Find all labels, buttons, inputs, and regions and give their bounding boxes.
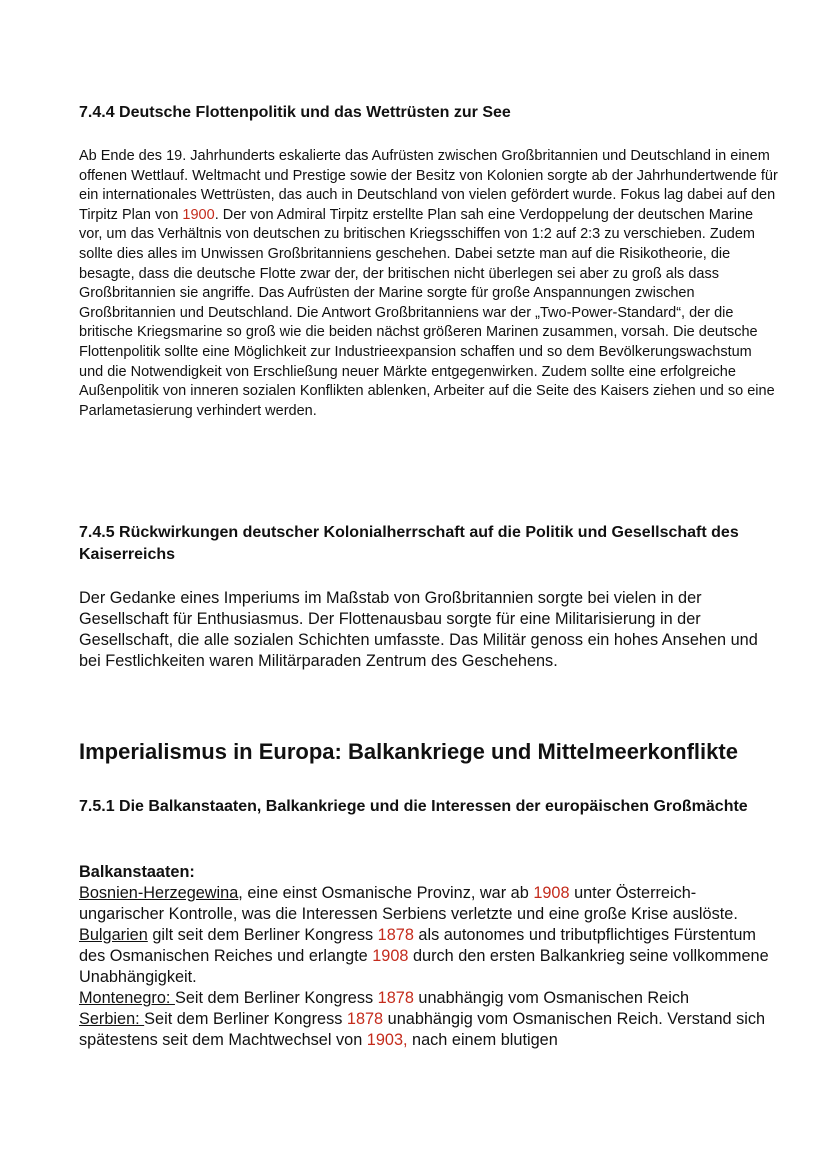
text-span: Seit dem Berliner Kongress [174,989,378,1007]
text-span: nach einem blutigen [407,1031,558,1049]
year-highlight: 1878 [377,989,414,1007]
paragraph-flottenpolitik [79,147,779,421]
country-montenegro: Montenegro: [79,989,175,1007]
country-bulgarien: Bulgarien [79,926,148,944]
entry-bulgarien [79,925,779,988]
section-heading-7-5-1: 7.5.1 Die Balkanstaaten, Balkankriege und die Interessen der europäischen Großmächte [79,798,748,815]
balkanstaaten-label: Balkanstaaten: [79,863,195,881]
text-span: unter Österreich-ungarischer Kontrolle, was die Interessen Serbiens verletzte und eine große Krise auslöste. [79,884,738,923]
entry-bosnien [79,883,779,925]
balkanstaaten-block [79,862,779,1051]
section-heading-7-4-4: 7.4.4 Deutsche Flottenpolitik und das Wettrüsten zur See [79,104,511,121]
text-span: , eine einst Osmanische Provinz, war ab [238,884,534,902]
text-span: unabhängig vom Osmanischen Reich [413,989,690,1007]
text-span: Ab Ende des 19. Jahrhunderts eskalierte das Aufrüsten zwischen Großbritannien und Deutschland in einem offenen Wettlauf. Weltmacht und Prestige sowie der Besitz von Kolonien sorgte ab der Jahrhundertwende für ein internationales Wettrüsten, das auch in Deutschland von vielen gefördert wurde. Fokus lag dabei auf den Tirpitz Plan von [79,148,778,223]
country-serbien: Serbien: [79,1010,145,1028]
entry-montenegro [79,988,779,1009]
paragraph-rueckwirkungen: Der Gedanke eines Imperiums im Maßstab von Großbritannien sorgte bei vielen in der Gesellschaft für Enthusiasmus. Der Flottenausbau sorgte für eine Militarisierung in der Gesellschaft, die alle sozialen Schichten umfasste. Das Militär genoss ein hohes Ansehen und bei Festlichkeiten waren Militärparaden Zentrum des Geschehens. [79,589,758,670]
year-highlight: 1908 [533,884,570,902]
text-span: unabhängig vom Osmanischen Reich. Verstand sich spätestens seit dem Machtwechsel von [79,1010,766,1049]
year-highlight: 1903, [366,1031,408,1049]
entry-serbien [79,1009,779,1051]
text-span: . Der von Admiral Tirpitz erstellte Plan sah eine Verdoppelung der deutschen Marine vor, um das Verhältnis von deutschen zu britischen Kriegsschiffen von 1:2 auf 2:3 zu verschieben. Zudem sollte dies alles im Unwissen Großbritanniens geschehen. Dabei setzte man auf die Risikotheorie, die besagte, dass die deutsche Flotte zwar der, der britischen nicht überlegen sei aber zu groß als dass Großbritannien sie angriffe. Das Aufrüsten der Marine sorgte für große Anspannungen zwischen Großbritannien und Deutschland. Die Antwort Großbritanniens war der „Two-Power-Standard“, der die britische Kriegsmarine so groß wie die beiden nächst größeren Marinen zusammen, vorsah. Die deutsche Flottenpolitik sollte eine Möglichkeit zur Industrieexpansion schaffen und so dem Bevölkerungswachstum und die Notwendigkeit von Erschließung neuer Märkte entgegenwirken. Zudem sollte eine erfolgreiche Außenpolitik von inneren sozialen Konflikten ablenken, Arbeiter auf die Seite des Kaisers ziehen und so eine Parlametasierung verhindert werden. [79,206,775,419]
year-1900: 1900 [182,206,215,223]
main-heading: Imperialismus in Europa: Balkankriege und Mittelmeerkonflikte [79,739,738,764]
text-span: Seit dem Berliner Kongress [144,1010,347,1028]
year-highlight: 1878 [346,1010,384,1028]
year-highlight: 1878 [377,926,414,944]
year-highlight: 1908 [372,947,409,965]
section-heading-7-4-5: 7.4.5 Rückwirkungen deutscher Kolonialherrschaft auf die Politik und Gesellschaft des Kaiserreichs [79,524,739,563]
country-bosnien: Bosnien-Herzegewina [79,884,239,902]
text-span: durch den ersten Balkankrieg seine vollkommene Unabhängigkeit. [79,947,769,986]
text-span: als autonomes und tributpflichtiges Fürstentum des Osmanischen Reiches und erlangte [79,926,756,965]
text-span: gilt seit dem Berliner Kongress [147,926,378,944]
